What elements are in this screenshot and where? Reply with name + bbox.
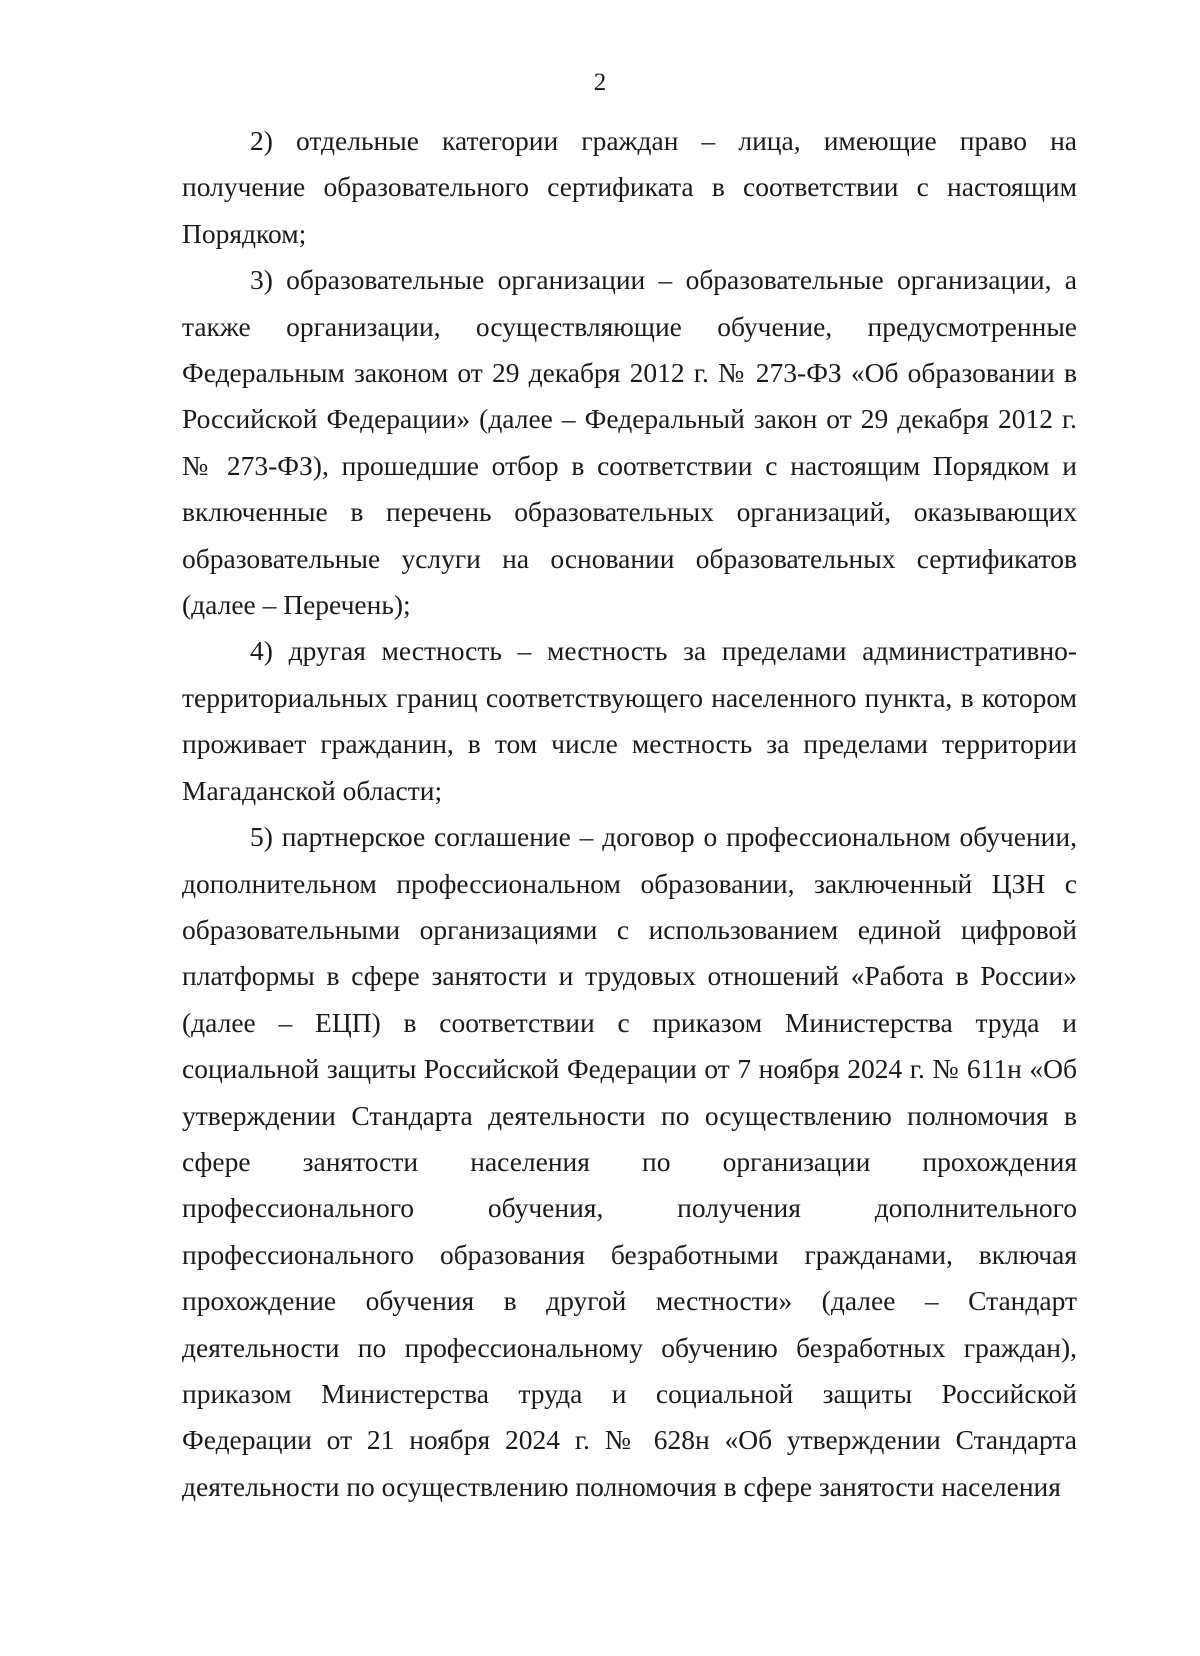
- paragraph-definition-3: 3) образовательные организации – образовательные организации, а также организации, осуществляющие обучение, предусмотренные Федеральным законом от 29 декабря 2012 г. № 273-ФЗ «Об образовании в Российской Федерации» (далее – Федеральный закон от 29 декабря 2012 г. № 273-ФЗ), прошедшие отбор в соответствии с настоящим Порядком и включенные в перечень образовательных организаций, оказывающих образовательные услуги на основании образовательных сертификатов (далее – Перечень);: [182, 264, 1077, 621]
- page-number: 2: [593, 69, 607, 96]
- document-body: [182, 118, 1077, 1510]
- paragraph-definition-2: 2) отдельные категории граждан – лица, имеющие право на получение образовательного сертификата в соответствии с настоящим Порядком;: [182, 125, 1077, 249]
- paragraph-definition-5: 5) партнерское соглашение – договор о профессиональном обучении, дополнительном профессиональном образовании, заключенный ЦЗН с образовательными организациями с использованием единой цифровой платформы в сфере занятости и трудовых отношений «Работа в России» (далее – ЕЦП) в соответствии с приказом Министерства труда и социальной защиты Российской Федерации от 7 ноября 2024 г. № 611н «Об утверждении Стандарта деятельности по осуществлению полномочия в сфере занятости населения по организации прохождения профессионального обучения, получения дополнительного профессионального образования безработными гражданами, включая прохождение обучения в другой местности» (далее – Стандарт деятельности по профессиональному обучению безработных граждан), приказом Министерства труда и социальной защиты Российской Федерации от 21 ноября 2024 г. № 628н «Об утверждении Стандарта деятельности по осуществлению полномочия в сфере занятости населения: [182, 821, 1077, 1502]
- paragraph-definition-4: 4) другая местность – местность за пределами административно-территориальных границ соответствующего населенного пункта, в котором проживает гражданин, в том числе местность за пределами территории Магаданской области;: [182, 635, 1077, 806]
